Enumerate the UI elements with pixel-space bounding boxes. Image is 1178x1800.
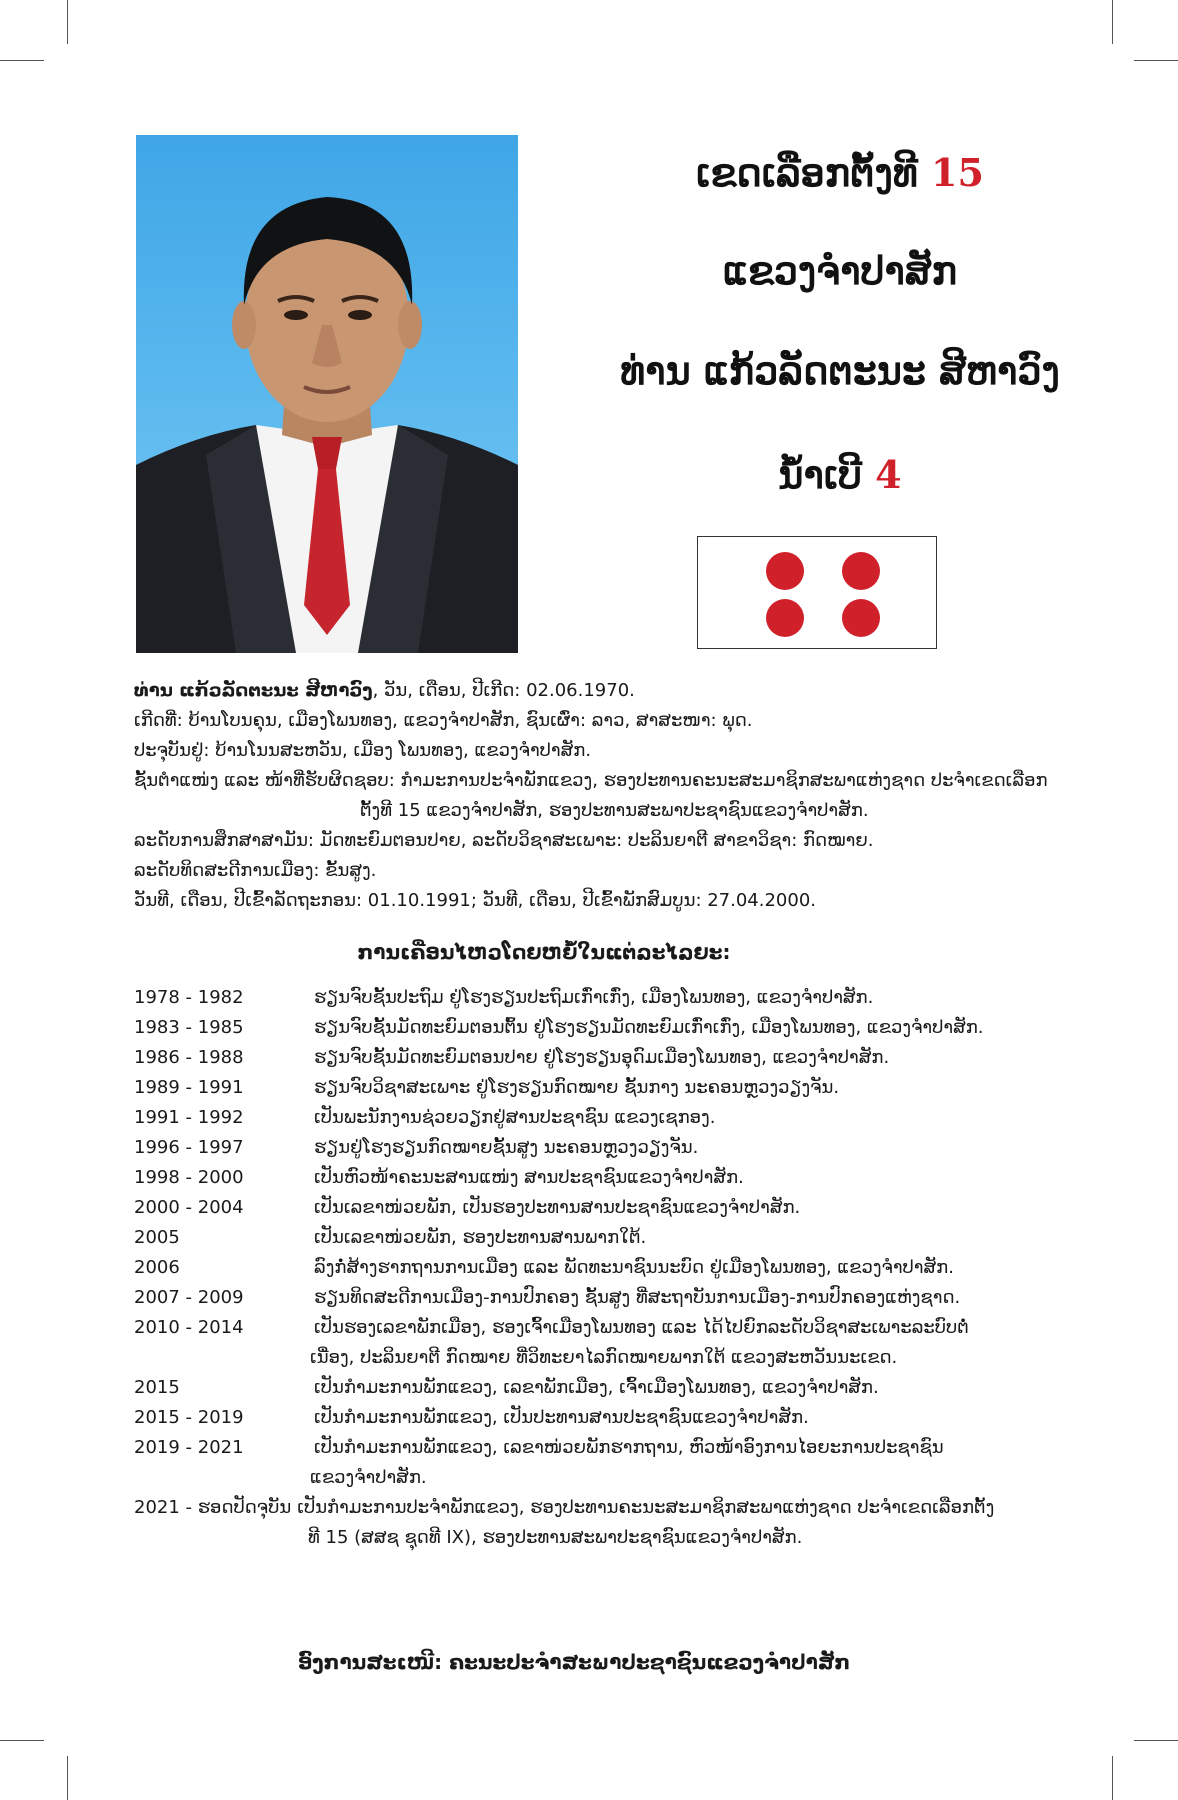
crop-mark bbox=[0, 1740, 44, 1741]
timeline-row bbox=[134, 983, 1074, 1013]
timeline-years: 1983 - 1985 bbox=[134, 1017, 244, 1038]
timeline-description: ຮຽນຈົບຊັ້ນປະຖົມ ຢູ່ໂຮງຮຽນປະຖົມເກົ່າເກົ່ງ, ເມືອງໂພນທອງ, ແຂວງຈຳປາສັກ. bbox=[314, 987, 874, 1008]
career-timeline bbox=[134, 983, 1074, 1553]
timeline-description: ເປັນກຳມະການພັກແຂວງ, ເລຂາໜ່ວຍພັກຮາກຖານ, ຫົວໜ້າອົງການໄອຍະການປະຊາຊົນ bbox=[314, 1437, 944, 1458]
biography bbox=[134, 676, 1074, 916]
timeline-row bbox=[134, 1073, 1074, 1103]
timeline-description: ເປັນເລຂາໜ່ວຍພັກ, ເປັນຮອງປະທານສານປະຊາຊົນແຂວງຈຳປາສັກ. bbox=[314, 1197, 801, 1218]
candidate-portrait bbox=[136, 135, 518, 653]
timeline-description: ຮຽນທິດສະດີການເມືອງ-ການປົກຄອງ ຊັ້ນສູງ ທີ່ສະຖາບັນການເມືອງ-ການປົກຄອງແຫ່ງຊາດ. bbox=[314, 1287, 961, 1308]
timeline-row bbox=[134, 1253, 1074, 1283]
bio-political-theory: ລະດັບທິດສະດີການເມືອງ: ຂັ້ນສູງ. bbox=[134, 860, 377, 881]
bio-birthdate: , ວັນ, ເດືອນ, ປີເກີດ: 02.06.1970. bbox=[372, 680, 635, 701]
timeline-row bbox=[134, 1163, 1074, 1193]
timeline-description-continued: ແຂວງຈຳປາສັກ. bbox=[310, 1467, 427, 1488]
timeline-description: ຮຽນຢູ່ໂຮງຮຽນກົດໝາຍຊັ້ນສູງ ນະຄອນຫຼວງວຽງຈັນ. bbox=[314, 1137, 699, 1158]
timeline-description: ເປັນເລຂາໜ່ວຍພັກ, ຮອງປະທານສານພາກໃຕ້. bbox=[314, 1227, 647, 1248]
timeline-years: 1986 - 1988 bbox=[134, 1047, 244, 1068]
candidate-name-heading: ທ່ານ ແກ້ວລັດຕະນະ ສີຫາວົງ bbox=[620, 348, 1060, 393]
crop-mark bbox=[1134, 60, 1178, 61]
timeline-row bbox=[134, 1223, 1074, 1253]
ballot-number-heading bbox=[560, 452, 1120, 497]
timeline-years: 2006 bbox=[134, 1257, 180, 1278]
timeline-description-continued: ເນື່ອງ, ປະລິນຍາຕີ ກົດໝາຍ ທີ່ວິທະຍາໄລກົດໝາຍພາກໃຕ້ ແຂວງສະຫວັນນະເຂດ. bbox=[310, 1347, 898, 1368]
crop-mark bbox=[1112, 0, 1113, 44]
bio-residence: ປະຈຸບັນຢູ່: ບ້ານໂນນສະຫວັນ, ເມືອງ ໂພນທອງ, ແຂວງຈຳປາສັກ. bbox=[134, 740, 592, 761]
timeline-years: 1989 - 1991 bbox=[134, 1077, 244, 1098]
timeline-row bbox=[134, 1283, 1074, 1313]
crop-mark bbox=[0, 60, 44, 61]
ballot-number-label: ນ້ຳເບີ bbox=[778, 452, 862, 497]
ballot-dots-marker bbox=[697, 536, 937, 649]
timeline-years: 1996 - 1997 bbox=[134, 1137, 244, 1158]
timeline-row-current bbox=[134, 1493, 1074, 1523]
ballot-dot bbox=[842, 552, 880, 590]
timeline-row bbox=[134, 1433, 1074, 1463]
timeline-years: 2010 - 2014 bbox=[134, 1317, 244, 1338]
timeline-row bbox=[134, 1403, 1074, 1433]
constituency-heading bbox=[560, 150, 1120, 195]
crop-mark bbox=[1134, 1740, 1178, 1741]
ballot-dot bbox=[842, 599, 880, 637]
timeline-description: ລົງກໍ່ສ້າງຮາກຖານການເມືອງ ແລະ ພັດທະນາຊົນນະບົດ ຢູ່ເມືອງໂພນທອງ, ແຂວງຈຳປາສັກ. bbox=[314, 1257, 954, 1278]
bio-service-dates: ວັນທີ, ເດືອນ, ປີເຂົ້າລັດຖະກອນ: 01.10.1991; ວັນທີ, ເດືອນ, ປີເຂົ້າພັກສົມບູນ: 27.04.2000. bbox=[134, 890, 817, 911]
bio-name-line bbox=[134, 676, 1074, 706]
nominating-body: ອົງການສະເໜີ: ຄະນະປະຈຳສະພາປະຊາຊົນແຂວງຈຳປາສັກ bbox=[297, 1650, 851, 1674]
bio-education: ລະດັບການສຶກສາສາມັນ: ມັດທະຍົມຕອນປາຍ, ລະດັບວິຊາສະເພາະ: ປະລິນຍາຕີ ສາຂາວິຊາ: ກົດໝາຍ. bbox=[134, 830, 874, 851]
province-heading: ແຂວງຈຳປາສັກ bbox=[722, 248, 958, 293]
timeline-row bbox=[134, 1133, 1074, 1163]
timeline-description: ຮຽນຈົບວິຊາສະເພາະ ຢູ່ໂຮງຮຽນກົດໝາຍ ຊັ້ນກາງ ນະຄອນຫຼວງວຽງຈັນ. bbox=[314, 1077, 840, 1098]
ballot-number: 4 bbox=[875, 452, 902, 497]
timeline-description: ເປັນກຳມະການພັກແຂວງ, ເປັນປະທານສານປະຊາຊົນແຂວງຈຳປາສັກ. bbox=[314, 1407, 809, 1428]
timeline-years: 2015 bbox=[134, 1377, 180, 1398]
timeline-description-continued: ທີ 15 (ສສຊ ຊຸດທີ IX), ຮອງປະທານສະພາປະຊາຊົນແຂວງຈຳປາສັກ. bbox=[308, 1527, 803, 1548]
timeline-row bbox=[134, 1313, 1074, 1343]
timeline-description: ເປັນກຳມະການພັກແຂວງ, ເລຂາພັກເມືອງ, ເຈົ້າເມືອງໂພນທອງ, ແຂວງຈຳປາສັກ. bbox=[314, 1377, 879, 1398]
timeline-years: 2007 - 2009 bbox=[134, 1287, 244, 1308]
crop-mark bbox=[1112, 1756, 1113, 1800]
timeline-description: ເປັນຮອງເລຂາພັກເມືອງ, ຮອງເຈົ້າເມືອງໂພນທອງ ແລະ ໄດ້ໄປຍົກລະດັບວິຊາສະເພາະລະບົບຕໍ່ bbox=[314, 1317, 969, 1338]
timeline-description: ເປັນກຳມະການປະຈຳພັກແຂວງ, ຮອງປະທານຄະນະສະມາຊິກສະພາແຫ່ງຊາດ ປະຈຳເຂດເລືອກຕັ້ງ bbox=[297, 1497, 995, 1518]
timeline-years: 1978 - 1982 bbox=[134, 987, 244, 1008]
timeline-years: 2000 - 2004 bbox=[134, 1197, 244, 1218]
timeline-description: ເປັນຫົວໜ້າຄະນະສານແໜ່ງ ສານປະຊາຊົນແຂວງຈຳປາສັກ. bbox=[314, 1167, 744, 1188]
crop-mark bbox=[67, 1756, 68, 1800]
timeline-years: 2019 - 2021 bbox=[134, 1437, 244, 1458]
bio-position-continued: ຕັ້ງທີ 15 ແຂວງຈຳປາສັກ, ຮອງປະທານສະພາປະຊາຊົນແຂວງຈຳປາສັກ. bbox=[360, 800, 869, 821]
bio-name: ທ່ານ ແກ້ວລັດຕະນະ ສີຫາວົງ bbox=[134, 680, 373, 701]
timeline-row bbox=[134, 1013, 1074, 1043]
timeline-description: ຮຽນຈົບຊັ້ນມັດທະຍົມຕອນຕົ້ນ ຢູ່ໂຮງຮຽນມັດທະຍົມເກົ່າເກົ່ງ, ເມືອງໂພນທອງ, ແຂວງຈຳປາສັກ. bbox=[314, 1017, 984, 1038]
timeline-years: 1998 - 2000 bbox=[134, 1167, 244, 1188]
timeline-years: 2021 - ຮອດປັດຈຸບັນ bbox=[134, 1497, 292, 1518]
bio-position: ຊັ້ນຕຳແໜ່ງ ແລະ ໜ້າທີ່ຮັບຜິດຊອບ: ກຳມະການປະຈຳພັກແຂວງ, ຮອງປະທານຄະນະສະມາຊິກສະພາແຫ່ງຊາດ ປະຈຳເຂດເລືອກ bbox=[134, 770, 1048, 791]
timeline-years: 1991 - 1992 bbox=[134, 1107, 244, 1128]
ballot-dot bbox=[766, 552, 804, 590]
career-section-title: ການເຄື່ອນໄຫວໂດຍຫຍໍ້ໃນແຕ່ລະໄລຍະ: bbox=[357, 940, 731, 964]
constituency-label: ເຂດເລືອກຕັ້ງທີ bbox=[696, 150, 918, 195]
timeline-years: 2005 bbox=[134, 1227, 180, 1248]
timeline-row bbox=[134, 1103, 1074, 1133]
bio-birthplace: ເກີດທີ່: ບ້ານໂບນຄຸນ, ເມືອງໂພນທອງ, ແຂວງຈຳປາສັກ, ຊົນເຜົ່າ: ລາວ, ສາສະໜາ: ພຸດ. bbox=[134, 710, 753, 731]
ballot-dot bbox=[766, 599, 804, 637]
timeline-row bbox=[134, 1373, 1074, 1403]
crop-mark bbox=[67, 0, 68, 44]
timeline-description: ຮຽນຈົບຊັ້ນມັດທະຍົມຕອນປາຍ ຢູ່ໂຮງຮຽນອຸດົມເມືອງໂພນທອງ, ແຂວງຈຳປາສັກ. bbox=[314, 1047, 890, 1068]
constituency-number: 15 bbox=[931, 150, 984, 195]
timeline-row bbox=[134, 1193, 1074, 1223]
timeline-years: 2015 - 2019 bbox=[134, 1407, 244, 1428]
timeline-row bbox=[134, 1043, 1074, 1073]
timeline-description: ເປັນພະນັກງານຊ່ວຍວຽກຢູ່ສານປະຊາຊົນ ແຂວງເຊກອງ. bbox=[314, 1107, 716, 1128]
